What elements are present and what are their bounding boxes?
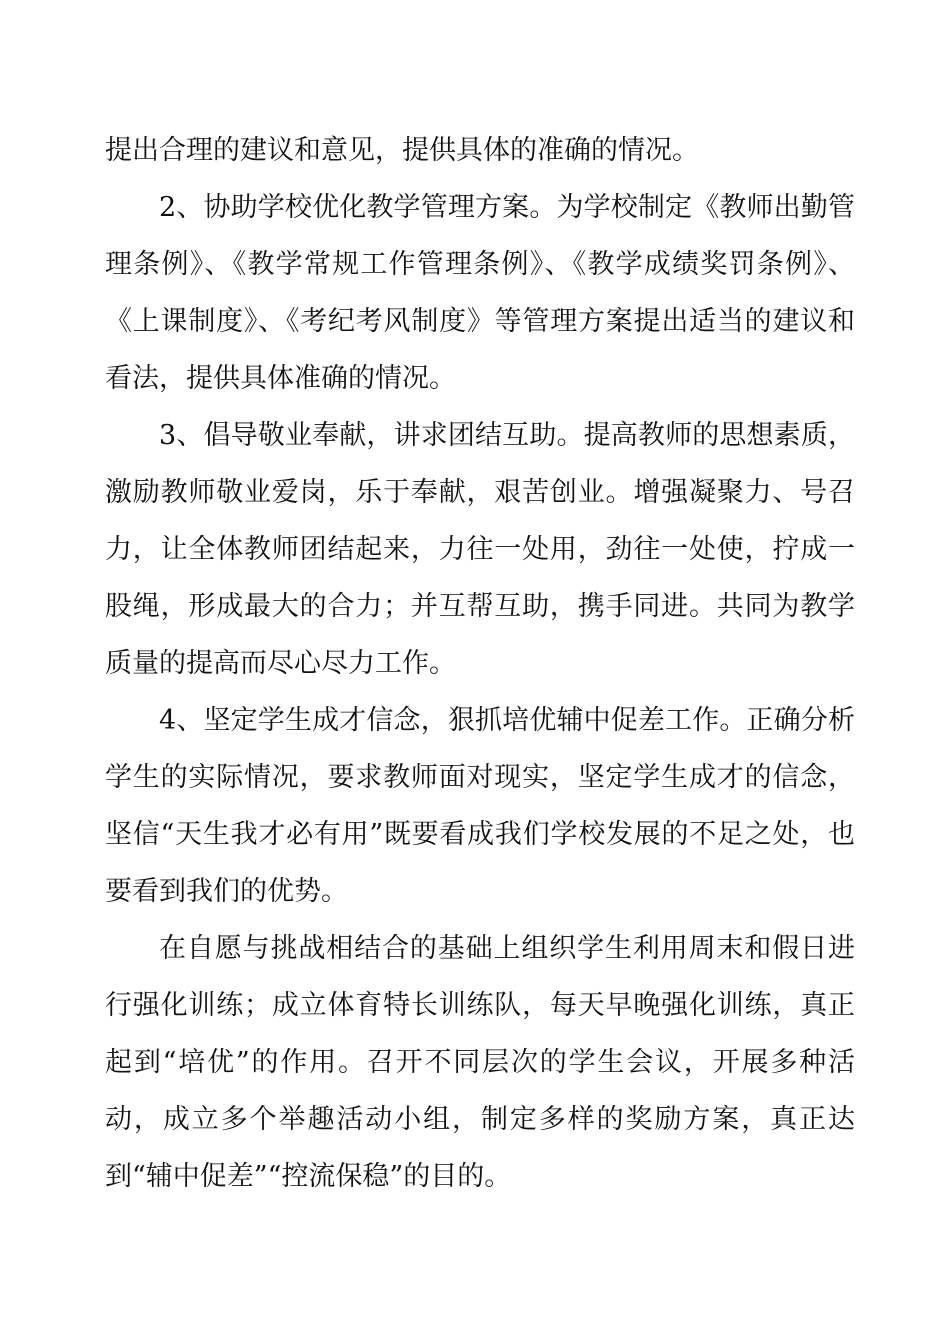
paragraph-5: 在自愿与挑战相结合的基础上组织学生利用周末和假日进行强化训练；成立体育特长训练队，每天早晚强化训练，真正起到“培优”的作用。召开不同层次的学生会议，开展多种活动，成立多个举趣活动小组，制定多样的奖励方案，真正达到“辅中促差”“控流保稳”的目的。 <box>105 933 855 1192</box>
paragraph-4: 4、坚定学生成才信念，狠抓培优辅中促差工作。正确分析学生的实际情况，要求教师面对现实，坚定学生成才的信念，坚信“天生我才必有用”既要看成我们学校发展的不足之处，也要看到我们的优势。 <box>105 705 855 907</box>
paragraph-3: 3、倡导敬业奉献，讲求团结互助。提高教师的思想素质，激励教师敬业爱岗，乐于奉献，艰苦创业。增强凝聚力、号召力，让全体教师团结起来，力往一处用，劲往一处使，拧成一股绳，形成最大的合力；并互帮互助，携手同进。共同为教学质量的提高而尽心尽力工作。 <box>105 420 855 679</box>
document-body <box>105 122 855 1205</box>
paragraph-1: 提出合理的建议和意见，提供具体的准确的情况。 <box>105 135 699 166</box>
paragraph-2: 2、协助学校优化教学管理方案。为学校制定《教师出勤管理条例》、《教学常规工作管理条例》、《教学成绩奖罚条例》、《上课制度》、《考纪考风制度》等管理方案提出适当的建议和看法，提供具体准确的情况。 <box>105 192 855 394</box>
